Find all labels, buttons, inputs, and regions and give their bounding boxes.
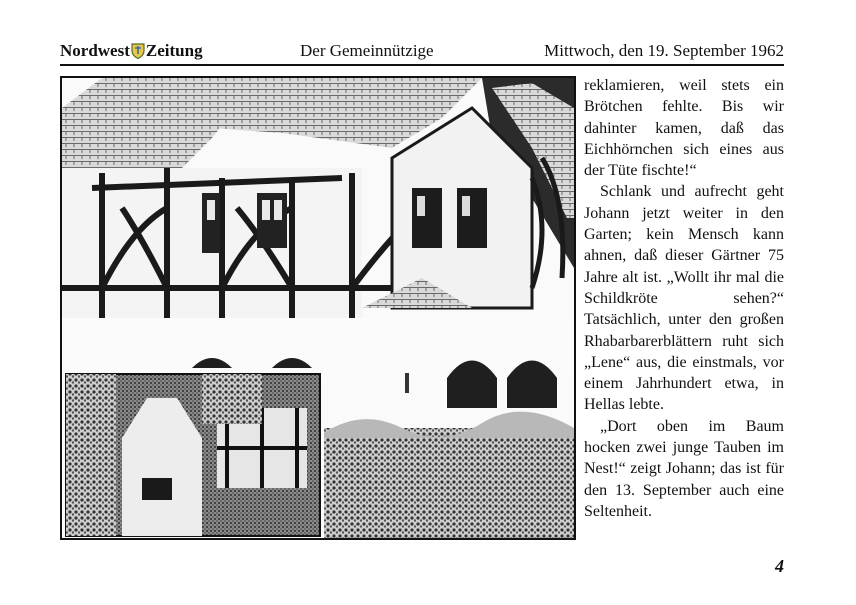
photo-collage-icon (62, 78, 574, 538)
article-paragraph: „Dort oben im Baum hocken zwei junge Tauben im Nest!“ zeigt Johann; das ist für den 13. September auch eine Seltenheit. (584, 417, 784, 520)
article-column (584, 75, 784, 522)
page-number: 4 (775, 556, 784, 576)
photo-collage (60, 76, 576, 540)
issue-date: Mittwoch, den 19. September 1962 (544, 41, 784, 60)
page-header (60, 38, 784, 64)
section-title: Der Gemeinnützige (300, 41, 434, 60)
masthead-left-text: Nordwest (60, 41, 130, 60)
article-paragraph: Schlank und aufrecht geht Johann jetzt weiter in den Garten; kein Mensch kann ahnen, daß dieser Gärtner 75 Jahre alt ist. „Wollt ihr mal die Schildkröte sehen?“ Tatsächlich, unter den großen Rhabarbarerblättern ruht sich „Lene“ aus, die einstmals, vor einem Jahrhundert etwa, in Hellas lebte. (584, 183, 784, 414)
article-paragraph: reklamieren, weil stets ein Brötchen fehlte. Bis wir dahinter kamen, daß das Eichhörnchen sich eines aus der Tüte fischte!“ (584, 77, 784, 180)
masthead-right-text: Zeitung (145, 41, 203, 60)
newspaper-masthead (60, 38, 203, 67)
header-rule (60, 64, 784, 66)
